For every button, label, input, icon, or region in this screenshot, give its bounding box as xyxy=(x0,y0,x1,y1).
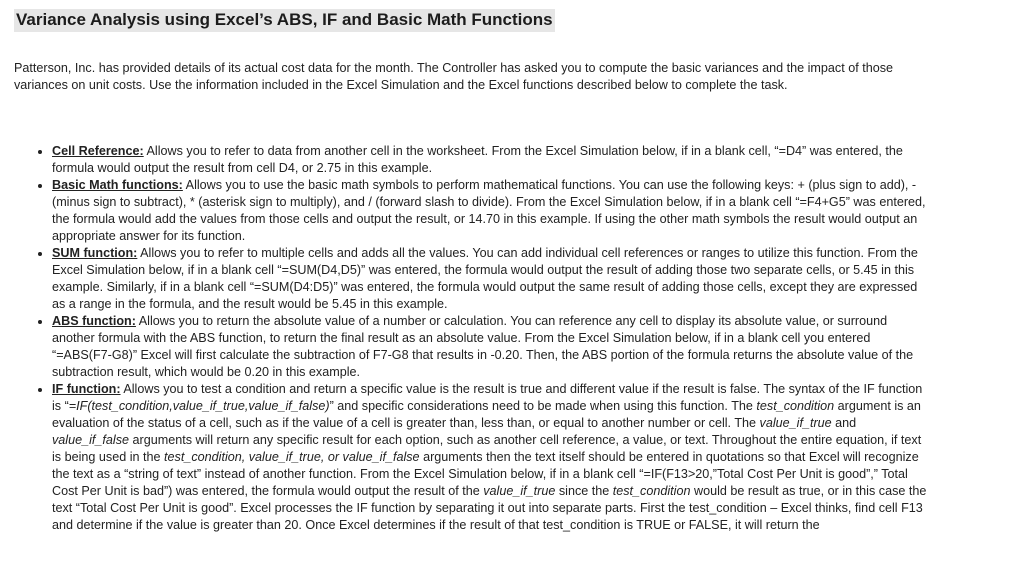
desc-cell-reference: Allows you to refer to data from another cell in the worksheet. From the Excel Simulation below, if in a blank cell, “=D4” was entered, the formula would output the result from cell D4, or 2.75 in this example. xyxy=(52,144,903,175)
desc-if-part-2: ” and specific considerations need to be made when using this function. The xyxy=(329,399,757,413)
term-value-if-false: value_if_false xyxy=(52,433,130,447)
term-test-condition-2: test_condition xyxy=(612,484,691,498)
function-list xyxy=(34,143,930,534)
term-value-if-true: value_if_true xyxy=(759,416,832,430)
term-cell-reference: Cell Reference: xyxy=(52,144,144,158)
list-item-sum-function xyxy=(52,245,930,313)
desc-if-part-8: would be result as true, or in this case the text “Total Cost Per Unit is good”. Excel processes the IF function by separating it out into separate parts. First the test_condition – Excel thinks, find cell F13 and determine if the value is greater than 20. Once Excel determines if the result of that test_condition is TRUE or FALSE, it will return the xyxy=(52,484,927,532)
if-syntax: =IF(test_condition,value_if_true,value_if_false) xyxy=(68,399,330,413)
desc-if-part-5: arguments will return any specific result for each option, such as another cell reference, a value, or text. Throughout the entire equation, if text is being used in the xyxy=(52,433,922,464)
desc-if-part-6: arguments then the text itself should be entered in quotations so that Excel will recognize the text as a “string of text” instead of another function. From the Excel Simulation below, if in a blank cell “=IF(F13>20,”Total Cost Per Unit is good”,” Total Cost Per Unit is bad”) was entered, the formula would output the result of the xyxy=(52,450,919,498)
term-if-function: IF function: xyxy=(52,382,121,396)
desc-sum-function: Allows you to refer to multiple cells and adds all the values. You can add individual cell references or ranges to utilize this function. From the Excel Simulation below, if in a blank cell “=SUM(D4,D5)” was entered, the formula would output the result of adding those two separate cells, or 5.45 in this example. Similarly, if in a blank cell “=SUM(D4:D5)” was entered, the formula would output the same result of adding those cells, except they are expressed as a range in the formula, and the result would be 5.45 in this example. xyxy=(52,246,918,311)
term-value-if-true-2: value_if_true xyxy=(483,484,556,498)
term-test-condition: test_condition xyxy=(756,399,835,413)
desc-if-part-1: Allows you to test a condition and return a specific value is the result is true and different value if the result is false. The syntax of the IF function is “ xyxy=(52,382,923,413)
term-abs-function: ABS function: xyxy=(52,314,136,328)
desc-if-part-4: and xyxy=(831,416,857,430)
list-item-abs-function xyxy=(52,313,930,381)
list-item-cell-reference xyxy=(52,143,930,177)
term-sum-function: SUM function: xyxy=(52,246,138,260)
desc-basic-math: Allows you to use the basic math symbols to perform mathematical functions. You can use the following keys: + (plus sign to add), - (minus sign to subtract), * (asterisk sign to multiply), and / (forward slash to divide). From the Excel Simulation below, if in a blank cell “=F4+G5” was entered, the formula would add the values from those cells and output the result, or 14.70 in this example. If using the other math symbols the result would output an appropriate answer for its function. xyxy=(52,178,926,243)
list-item-basic-math xyxy=(52,177,930,245)
page-title: Variance Analysis using Excel’s ABS, IF and Basic Math Functions xyxy=(14,9,555,32)
desc-if-part-7: since the xyxy=(555,484,613,498)
list-item-if-function xyxy=(52,381,930,534)
term-argument-list: test_condition, value_if_true, or value_if_false xyxy=(164,450,420,464)
desc-abs-function: Allows you to return the absolute value of a number or calculation. You can reference any cell to display its absolute value, or surround another formula with the ABS function, to return the final result as an absolute value. From the Excel Simulation below, if in a blank cell you entered “=ABS(F7-G8)” Excel will first calculate the subtraction of F7-G8 that results in -0.20. Then, the ABS portion of the formula returns the absolute value of the subtraction result, which would be 0.20 in this example. xyxy=(52,314,914,379)
intro-paragraph: Patterson, Inc. has provided details of its actual cost data for the month. The Controller has asked you to compute the basic variances and the impact of those variances on unit costs. Use the information included in the Excel Simulation and the Excel functions described below to complete the task. xyxy=(14,61,894,92)
desc-if-part-3: argument is an evaluation of the status of a cell, such as if the value of a cell is greater than, less than, or equal to another number or cell. The xyxy=(52,399,921,430)
term-basic-math: Basic Math functions: xyxy=(52,178,183,192)
